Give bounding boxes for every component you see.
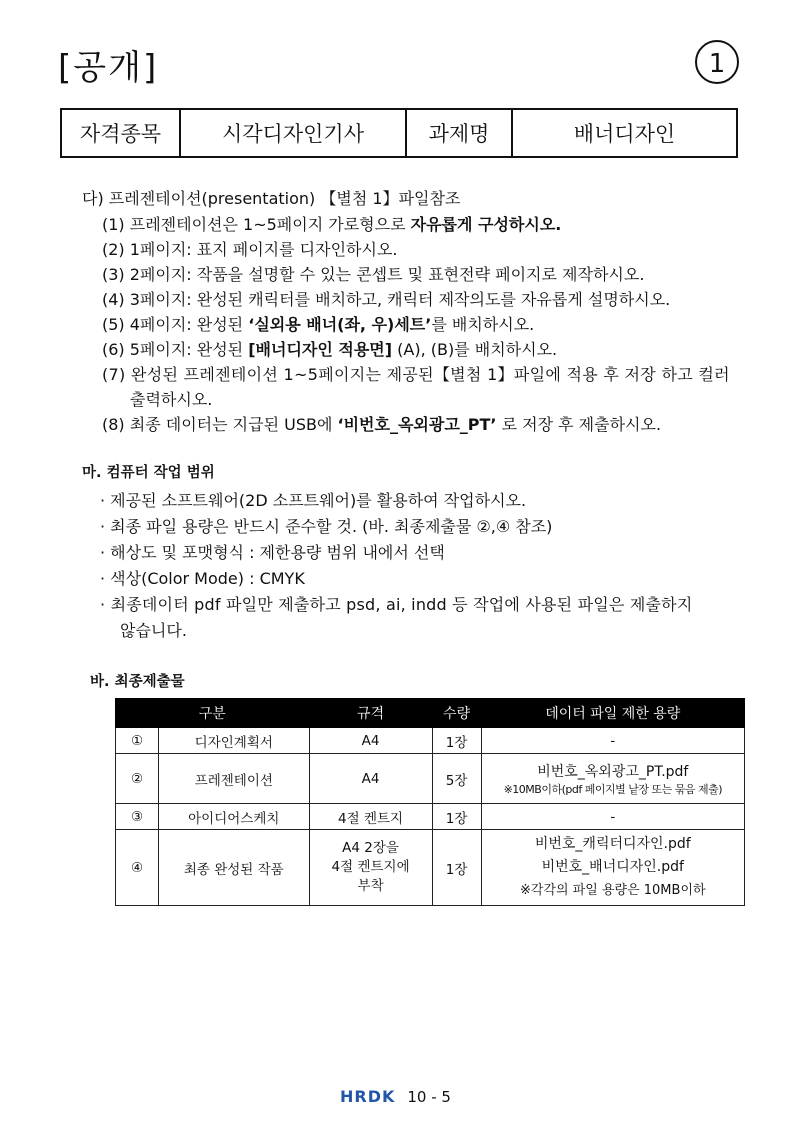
- spec-line: 4절 켄트지에: [331, 859, 410, 875]
- row-spec: A4: [309, 728, 432, 754]
- row-data: [481, 830, 744, 906]
- item-text: (6) 5페이지: 완성된: [102, 340, 249, 359]
- list-item: (4) 3페이지: 완성된 캐릭터를 배치하고, 캐릭터 제작의도를 자유롭게 설명하시오.: [102, 290, 671, 309]
- row-number: ①: [116, 728, 159, 754]
- row-name: 프레젠테이션: [159, 754, 310, 804]
- item-text: (5) 4페이지: 완성된: [102, 315, 249, 334]
- list-item: (2) 1페이지: 표지 페이지를 디자인하시오.: [102, 240, 398, 259]
- item-text: (1) 프레젠테이션은 1~5페이지 가로형으로: [102, 215, 411, 234]
- row-spec: 4절 켄트지: [309, 804, 432, 830]
- section-title: 다) 프레젠테이션(presentation) 【별첨 1】파일참조: [82, 189, 461, 208]
- disclosure-label: [공개]: [58, 48, 159, 88]
- col-header-qty: 수량: [432, 699, 481, 728]
- item-text: 로 저장 후 제출하시오.: [496, 415, 662, 434]
- info-cell-task: 배너디자인: [512, 109, 737, 157]
- row-qty: 1장: [432, 728, 481, 754]
- item-emphasis: 자유롭게 구성하시오.: [410, 215, 562, 234]
- row-name: 최종 완성된 작품: [159, 830, 310, 906]
- section-title: 바. 최종제출물: [90, 674, 185, 690]
- section-title: 마. 컴퓨터 작업 범위: [82, 465, 215, 481]
- list-item: [102, 312, 534, 335]
- list-item: 않습니다.: [120, 621, 187, 640]
- spec-line: 부착: [357, 878, 384, 894]
- item-emphasis: ‘실외용 배너(좌, 우)세트’: [248, 315, 432, 334]
- row-qty: 5장: [432, 754, 481, 804]
- row-data: -: [481, 804, 744, 830]
- row-qty: 1장: [432, 804, 481, 830]
- col-header-data-limit: 데이터 파일 제한 용량: [481, 699, 744, 728]
- table-row: [116, 728, 745, 754]
- data-file-name: 비번호_옥외광고_PT.pdf: [537, 763, 689, 780]
- item-emphasis: ‘비번호_옥외광고_PT’: [337, 415, 497, 434]
- item-text: (A), (B)를 배치하시오.: [392, 340, 558, 359]
- row-name: 디자인계획서: [159, 728, 310, 754]
- item-emphasis: [배너디자인 적용면]: [248, 340, 393, 359]
- item-text: 를 배치하시오.: [431, 315, 535, 334]
- table-row: [116, 830, 745, 906]
- list-item: · 색상(Color Mode) : CMYK: [100, 569, 305, 588]
- exam-info-table: [60, 108, 738, 158]
- list-item: · 최종 파일 용량은 반드시 준수할 것. (바. 최종제출물 ②,④ 참조): [100, 517, 553, 536]
- data-note: ※각각의 파일 용량은 10MB이하: [520, 883, 706, 898]
- info-cell-task-label: 과제명: [406, 109, 512, 157]
- page-number-circle: 1: [695, 40, 739, 84]
- row-number: ③: [116, 804, 159, 830]
- row-number: ④: [116, 830, 159, 906]
- table-header-row: [116, 699, 745, 728]
- submission-table: [115, 698, 745, 906]
- row-spec: A4: [309, 754, 432, 804]
- list-item: (7) 완성된 프레젠테이션 1~5페이지는 제공된【별첨 1】파일에 적용 후 저장 하고 컬러: [102, 365, 730, 384]
- info-cell-qualification-label: 자격종목: [61, 109, 180, 157]
- data-note: ※10MB이하(pdf 페이지별 낱장 또는 묶음 제출): [503, 782, 722, 796]
- data-file-name: 비번호_배너디자인.pdf: [541, 859, 684, 875]
- list-item: [102, 412, 661, 435]
- row-qty: 1장: [432, 830, 481, 906]
- row-data: -: [481, 728, 744, 754]
- hrdk-logo: HRDK: [340, 1087, 396, 1106]
- list-item: [102, 337, 557, 360]
- page-footer: [340, 1087, 451, 1106]
- list-item: (3) 2페이지: 작품을 설명할 수 있는 콘셉트 및 표현전략 페이지로 제작하시오.: [102, 265, 645, 284]
- item-text: (8) 최종 데이터는 지급된 USB에: [102, 415, 338, 434]
- row-spec: [309, 830, 432, 906]
- list-item: [102, 212, 561, 235]
- table-row: [116, 754, 745, 804]
- list-item: · 제공된 소프트웨어(2D 소프트웨어)를 활용하여 작업하시오.: [100, 491, 527, 510]
- table-row: [116, 804, 745, 830]
- col-header-category: 구분: [116, 699, 310, 728]
- list-item: 출력하시오.: [130, 390, 213, 409]
- col-header-spec: 규격: [309, 699, 432, 728]
- info-cell-qualification: 시각디자인기사: [180, 109, 406, 157]
- list-item: · 해상도 및 포맷형식 : 제한용량 범위 내에서 선택: [100, 543, 445, 562]
- row-number: ②: [116, 754, 159, 804]
- footer-page-number: 10 - 5: [407, 1088, 451, 1106]
- row-name: 아이디어스케치: [159, 804, 310, 830]
- list-item: · 최종데이터 pdf 파일만 제출하고 psd, ai, indd 등 작업에 사용된 파일은 제출하지: [100, 595, 693, 614]
- spec-line: A4 2장을: [342, 840, 399, 856]
- row-data: [481, 754, 744, 804]
- data-file-name: 비번호_캐릭터디자인.pdf: [534, 836, 691, 852]
